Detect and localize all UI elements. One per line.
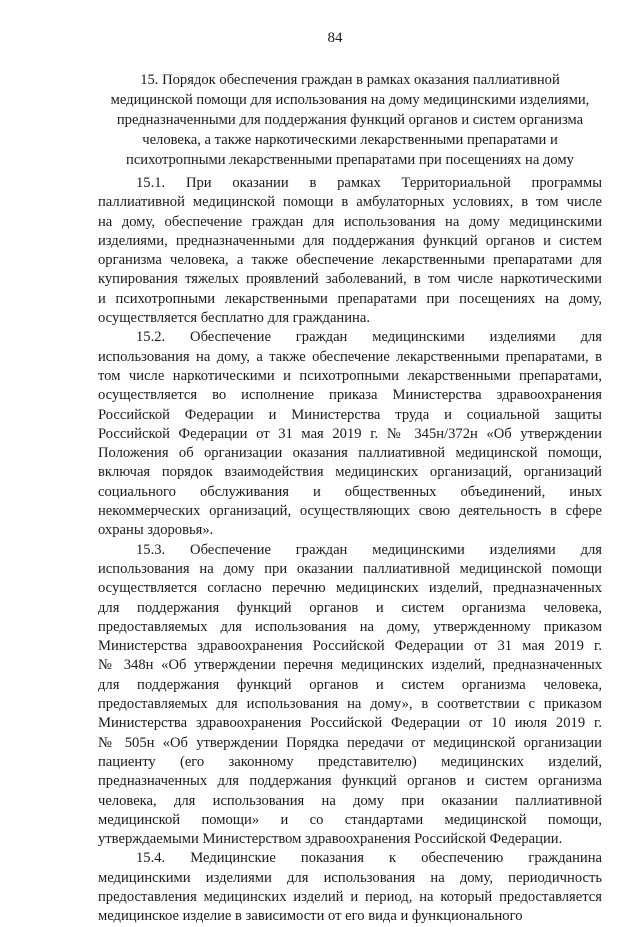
paragraph-line: осуществляется бесплатно для гражданина. — [98, 310, 370, 327]
paragraph-line: купирования тяжелых проявлений заболеваний, в том числе наркотическими — [98, 271, 602, 288]
paragraph-line: предоставления медицинских изделий и период, на который предоставляется — [98, 888, 602, 905]
paragraph-line: включая порядок взаимодействия медицинских организаций, организаций — [98, 464, 602, 481]
paragraph-line: № 505н «Об утверждении Порядка передачи от медицинской организации — [98, 734, 602, 751]
paragraph-line: № 348н «Об утверждении перечня медицинских изделий, предназначенных — [98, 657, 602, 674]
paragraph-line: утверждаемыми Министерством здравоохранения Российской Федерации. — [98, 831, 563, 848]
paragraph-line: осуществляется согласно перечню медицинских изделий, предназначенных — [98, 580, 602, 597]
paragraph-line: для поддержания функций органов и систем организма человека, — [98, 676, 602, 693]
paragraph-line: паллиативной медицинской помощи в амбулаторных условиях, в том числе — [98, 194, 602, 211]
paragraph-line: на дому, обеспечение граждан для использования на дому медицинскими — [98, 213, 602, 230]
paragraph-line: использования на дому, а также обеспечение лекарственными препаратами, в — [98, 348, 602, 365]
paragraph-line: 15.1. При оказании в рамках Территориальной программы — [136, 175, 602, 191]
paragraph-line: изделиями, предназначенными для поддержания функций органов и систем — [98, 232, 602, 249]
paragraph-line: и психотропными лекарственными препаратами при посещениях на дому, — [98, 290, 602, 307]
paragraph-line: Министерства здравоохранения Российской Федерации от 10 июля 2019 г. — [98, 715, 602, 732]
paragraph-line: осуществляется во исполнение приказа Министерства здравоохранения — [98, 387, 602, 404]
paragraph-1 — [98, 174, 602, 328]
paragraph-3 — [98, 541, 602, 850]
paragraph-line: Положения об организации оказания паллиативной медицинской помощи, — [98, 445, 602, 462]
paragraph-4 — [98, 849, 602, 926]
paragraph-line: Российской Федерации и Министерства труда и социальной защиты — [98, 406, 602, 423]
paragraph-line: 15.3. Обеспечение граждан медицинскими изделиями для — [136, 541, 602, 558]
paragraph-line: организма человека, а также обеспечение лекарственными препаратами для — [98, 252, 602, 269]
paragraph-line: использования на дому при оказании паллиативной медицинской помощи — [98, 560, 602, 577]
section-title-line: медицинской помощи для использования на дому медицинскими изделиями, — [110, 92, 590, 108]
section-title-line: 15. Порядок обеспечения граждан в рамках оказания паллиативной — [140, 72, 560, 88]
section-title — [98, 70, 602, 170]
paragraph-line: медицинскими изделиями для использования на дому, периодичность — [98, 869, 602, 886]
paragraph-line: человека, для использования на дому при оказании паллиативной — [98, 792, 602, 809]
paragraph-line: 15.4. Медицинские показания к обеспечению гражданина — [136, 850, 602, 867]
paragraph-line: некоммерческих организаций, осуществляющих свою деятельность в сфере — [98, 503, 602, 520]
section-title-line: психотропными лекарственными препаратами при посещениях на дому — [126, 152, 574, 168]
paragraph-line: 15.2. Обеспечение граждан медицинскими изделиями для — [136, 329, 602, 346]
paragraph-line: Российской Федерации от 31 мая 2019 г. № 345н/372н «Об утверждении — [98, 425, 602, 442]
paragraph-line: предоставляемых для использования на дому», в соответствии с приказом — [98, 696, 602, 713]
page-number: 84 — [327, 30, 343, 46]
paragraph-line: охраны здоровья». — [98, 522, 214, 539]
paragraph-line: медицинское изделие в зависимости от его вида и функционального — [98, 908, 523, 925]
paragraph-line: пациенту (его законному представителю) медицинских изделий, — [98, 753, 602, 770]
paragraph-line: том числе наркотическими и психотропными лекарственными препаратами, — [98, 367, 602, 384]
paragraph-2 — [98, 328, 602, 540]
body-text — [98, 174, 602, 927]
section-title-line: человека, а также наркотическими лекарственными препаратами и — [142, 132, 558, 148]
paragraph-line: предоставляемых для использования на дому, утвержденному приказом — [98, 618, 602, 635]
paragraph-line: Министерства здравоохранения Российской Федерации от 31 мая 2019 г. — [98, 638, 602, 655]
paragraph-line: для поддержания функций органов и систем организма человека, — [98, 599, 602, 616]
paragraph-line: предназначенных для поддержания функций органов и систем организма — [98, 773, 602, 790]
paragraph-line: медицинской помощи» и со стандартами медицинской помощи, — [98, 811, 602, 828]
paragraph-line: социального обслуживания и общественных объединений, иных — [98, 483, 602, 500]
section-title-line: предназначенными для поддержания функций органов и систем организма — [116, 112, 584, 128]
